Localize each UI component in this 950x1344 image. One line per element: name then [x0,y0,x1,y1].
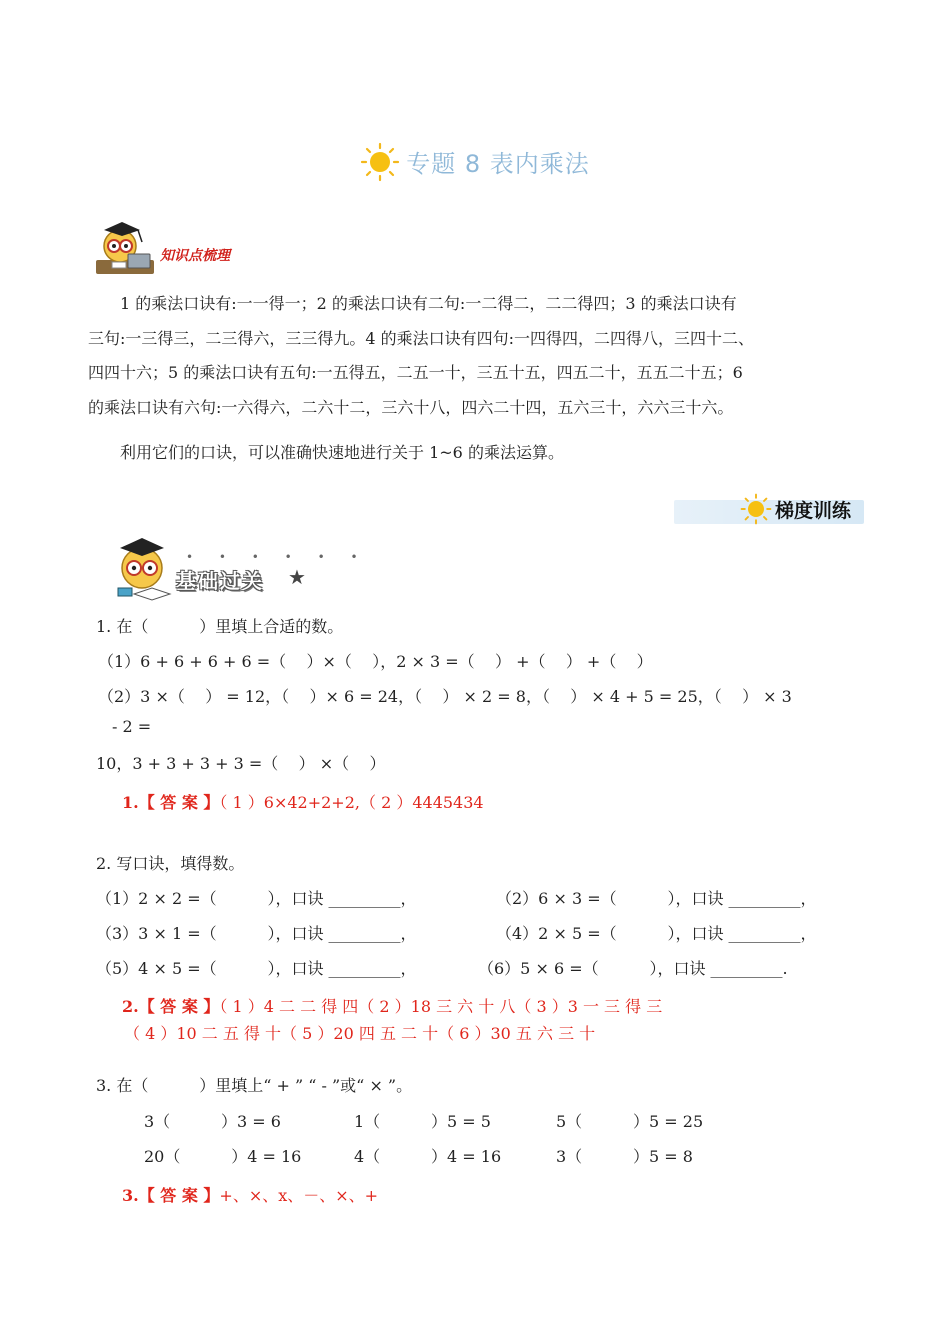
page-title [0,142,950,188]
knowledge-paragraph [88,287,880,425]
answer-label: 3.【 答 案 】 [122,1186,220,1205]
q2-item: （3）3 × 1 =（ ），口诀 _________， [96,924,417,943]
star-icon: ★ [288,565,306,589]
sun-icon [360,142,400,188]
q2-item: （6）5 × 6 =（ ），口诀 _________. [478,959,788,978]
answer-label: 1.【 答 案 】 [122,793,220,812]
knowledge-line-2: 利用它们的口诀，可以准确快速地进行关于 1~6 的乘法运算。 [120,443,564,462]
knowledge-label: 知识点梳理 [160,248,230,264]
q2-answer [122,994,662,1017]
q1-line: （1）6 + 6 + 6 + 6 =（ ）×（ ），2 × 3 =（ ） +（ ） +（ ） [98,652,653,671]
q2-item: （1）2 × 2 =（ ），口诀 _________， [96,889,417,908]
q3-item: 1（ ）5 = 5 [354,1112,491,1131]
decor-dots: • • • • • • [186,550,369,564]
q1-line: 10，3 + 3 + 3 + 3 =（ ） ×（ ） [96,754,386,773]
q2-item: （4）2 × 5 =（ ），口诀 _________， [496,924,817,943]
q2-answer-line2: （ 4 ）10 二 五 得 十（ 5 ）20 四 五 二 十（ 6 ）30 五 六 三 十 [124,1024,596,1043]
q1-answer [122,790,484,813]
q1-stem: 1. 在（ ）里填上合适的数。 [96,617,344,636]
q3-item: 3（ ）5 = 8 [556,1147,693,1166]
q3-item: 5（ ）5 = 25 [556,1112,704,1131]
answer-text: （ 1 ）6×42+2+2,（ 2 ）4445434 [219,793,484,812]
section-label: 基础过关 [176,569,264,593]
q3-stem: 3. 在（ ）里填上“ + ” “ - ”或“ × ”。 [96,1076,413,1095]
sun-icon [740,493,772,529]
owl-teacher-icon [90,216,160,284]
q3-answer [122,1183,378,1206]
knowledge-line: 1 的乘法口诀有:一一得一；2 的乘法口诀有二句:一二得二，二二得四；3 的乘法口诀有 [120,294,737,313]
answer-label: 2.【 答 案 】 [122,997,220,1016]
q2-item: （5）4 × 5 =（ ），口诀 _________， [96,959,417,978]
q3-item: 3（ ）3 = 6 [144,1112,281,1131]
q1-line: - 2 = [112,717,152,736]
section-title: 梯度训练 [775,500,852,522]
knowledge-paragraph-2 [88,436,880,471]
answer-text: （ 1 ）4 二 二 得 四（ 2 ）18 三 六 十 八（ 3 ）3 一 三 得 三 [219,997,663,1016]
q2-stem: 2. 写口诀，填得数。 [96,854,245,873]
owl-reader-icon [112,536,178,610]
knowledge-line: 的乘法口诀有六句:一六得六，二六十二，三六十八，四六二十四，五六三十，六六三十六。 [88,397,734,417]
q3-item: 4（ ）4 = 16 [354,1147,502,1166]
q3-item: 20（ ）4 = 16 [144,1147,302,1166]
knowledge-line: 三句:一三得三，二三得六，三三得九。4 的乘法口诀有四句:一四得四，二四得八，三四十二、 [88,328,755,348]
answer-text: +、×、x、－、×、+ [219,1186,379,1205]
q1-line: （2）3 ×（ ） = 12，（ ）× 6 = 24，（ ） × 2 = 8，（ ） × 4 + 5 = 25，（ ） × 3 [98,687,792,706]
title-text: 专题 8 表内乘法 [406,150,590,178]
q2-item: （2）6 × 3 =（ ），口诀 _________， [496,889,817,908]
knowledge-line: 四四十六；5 的乘法口诀有五句:一五得五，二五一十，三五十五，四五二十，五五二十五；6 [88,363,743,382]
